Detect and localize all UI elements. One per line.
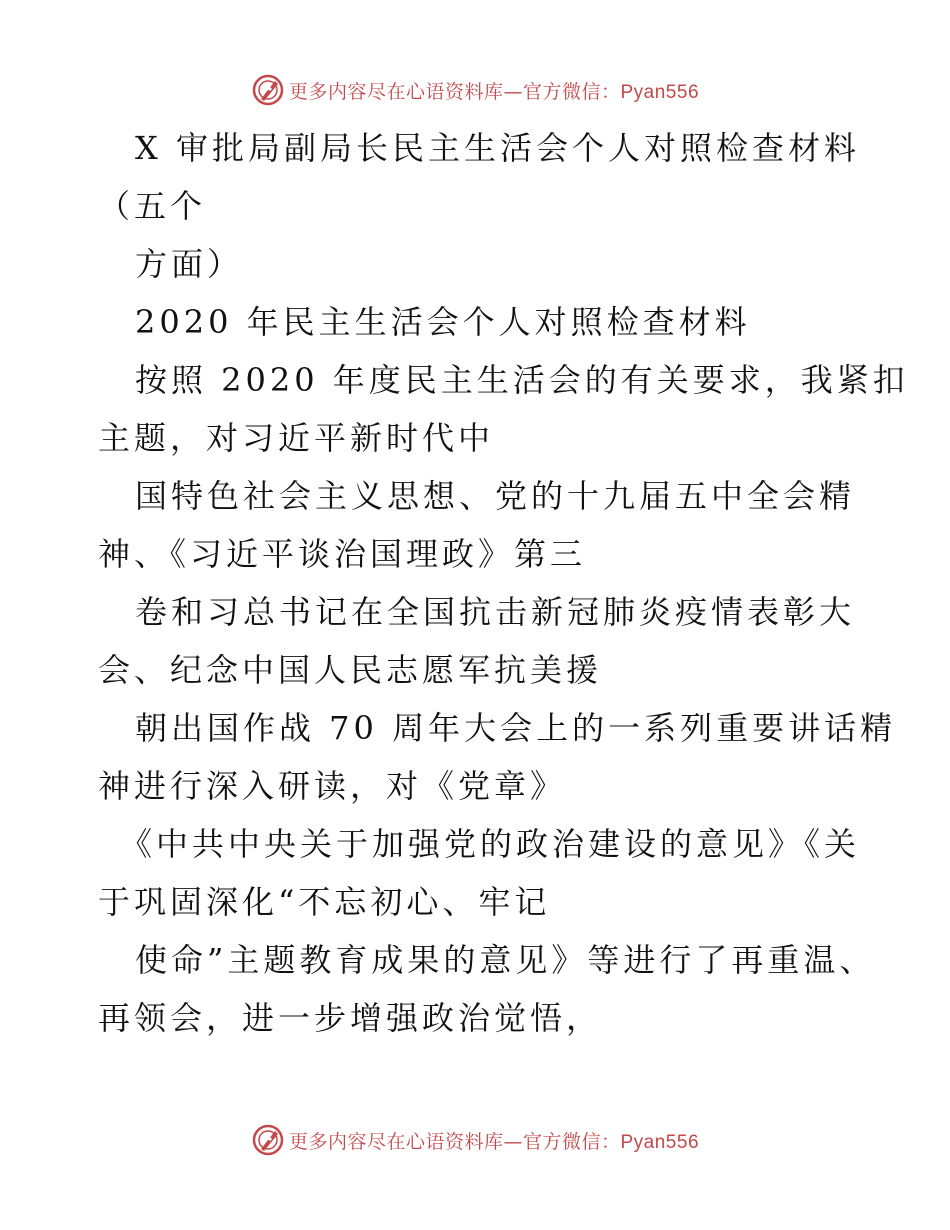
doc-text-line: 卷和习总书记在全国抗击新冠肺炎疫情表彰大	[135, 593, 856, 631]
fountain-pen-logo-icon	[251, 73, 285, 107]
doc-text-line: 主题，对习近平新时代中	[98, 419, 495, 457]
header-watermark	[0, 70, 950, 110]
doc-title-line-2: （五个	[98, 187, 207, 225]
watermark-separator: —	[503, 80, 523, 103]
doc-text-line: 再领会，进一步增强政治觉悟，	[98, 999, 603, 1037]
doc-subtitle: 2020 年民主生活会个人对照检查材料	[135, 303, 751, 341]
watermark-separator: —	[503, 1130, 523, 1153]
doc-text-line: 《中共中央关于加强党的政治建设的意见》《关	[120, 825, 861, 863]
doc-title-line-3: 方面）	[135, 245, 244, 283]
watermark-brand: 更多内容尽在心语资料库	[288, 80, 504, 103]
doc-text-line: 按照 2020 年度民主生活会的有关要求，我紧扣	[135, 361, 909, 399]
watermark-official-label: 官方微信：	[522, 1130, 621, 1153]
doc-text-line: 于巩固深化“不忘初心、牢记	[98, 883, 551, 921]
watermark-official-label: 官方微信：	[522, 80, 621, 103]
doc-text-line: 神进行深入研读，对《党章》	[98, 767, 567, 805]
watermark-wechat-id: Pyan556	[620, 1131, 700, 1153]
doc-text-line: 国特色社会主义思想、党的十九届五中全会精	[135, 477, 856, 515]
doc-title-line-1: X 审批局副局长民主生活会个人对照检查材料	[135, 129, 860, 167]
watermark-brand: 更多内容尽在心语资料库	[288, 1130, 504, 1153]
watermark-wechat-id: Pyan556	[620, 81, 700, 103]
doc-text-line: 神、《习近平谈治国理政》第三	[98, 535, 587, 573]
footer-watermark	[0, 1120, 950, 1160]
doc-text-line: 使命”主题教育成果的意见》等进行了再重温、	[135, 941, 876, 979]
doc-text-line: 朝出国作战 70 周年大会上的一系列重要讲话精	[135, 709, 897, 747]
fountain-pen-logo-icon	[251, 1123, 285, 1157]
doc-text-line: 会、纪念中国人民志愿军抗美援	[98, 651, 603, 689]
